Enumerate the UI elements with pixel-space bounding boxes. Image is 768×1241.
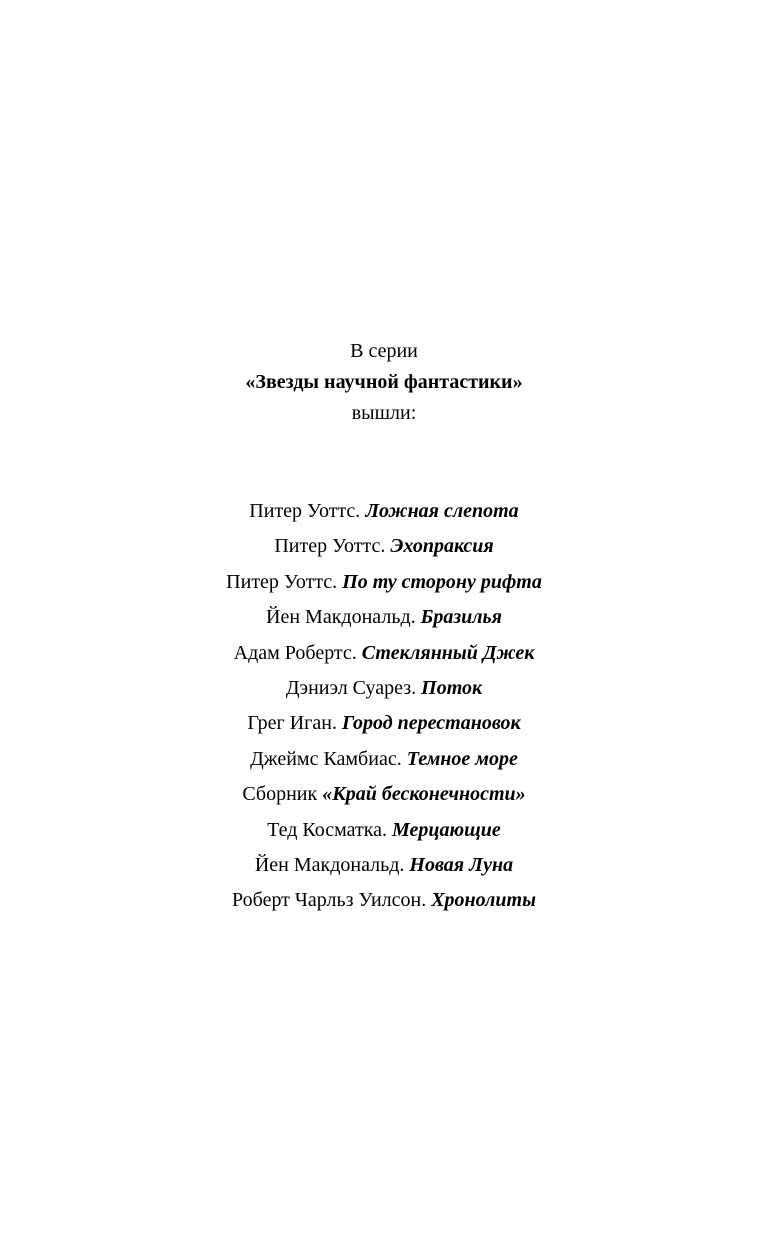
book-list [0, 494, 768, 919]
book-title: По ту сторону рифта [342, 570, 542, 593]
book-title: Ложная слепота [365, 500, 519, 522]
book-entry [0, 706, 768, 741]
series-intro: В серии [350, 340, 418, 362]
book-title: Темное море [406, 747, 518, 770]
book-title: Новая Луна [409, 853, 514, 876]
book-entry [0, 494, 768, 529]
series-header [0, 336, 768, 429]
book-author: Йен Макдональд. [254, 853, 405, 876]
book-title: Бразилья [420, 606, 502, 629]
book-entry [0, 529, 768, 564]
book-author: Питер Уоттс. [226, 570, 338, 593]
book-title: Поток [421, 676, 483, 699]
book-author: Тед Косматка. [267, 818, 388, 841]
book-entry [0, 742, 768, 777]
book-title: Эхопраксия [390, 535, 494, 558]
book-entry [0, 636, 768, 671]
book-entry [0, 777, 768, 812]
book-entry [0, 883, 768, 918]
book-author: Роберт Чарльз Уилсон. [232, 889, 427, 912]
book-entry [0, 671, 768, 706]
book-author: Питер Уоттс. [249, 500, 361, 522]
book-entry [0, 813, 768, 848]
series-published-label: вышли: [351, 402, 417, 424]
book-title: «Край бесконечности» [322, 783, 526, 806]
book-author: Сборник [242, 783, 318, 806]
book-title: Стеклянный Джек [361, 641, 535, 664]
book-author: Джеймс Камбиас. [250, 747, 402, 770]
book-author: Питер Уоттс. [274, 535, 386, 558]
book-title: Мерцающие [392, 818, 501, 841]
book-author: Грег Иган. [247, 712, 337, 735]
book-entry [0, 848, 768, 883]
series-title: «Звезды научной фантастики» [245, 371, 523, 393]
book-author: Адам Робертс. [233, 641, 357, 664]
book-entry [0, 600, 768, 635]
book-author: Дэниэл Суарез. [285, 676, 417, 699]
book-entry [0, 565, 768, 600]
book-author: Йен Макдональд. [266, 606, 416, 629]
book-title: Хронолиты [431, 889, 536, 912]
book-title: Город перестановок [341, 712, 521, 735]
